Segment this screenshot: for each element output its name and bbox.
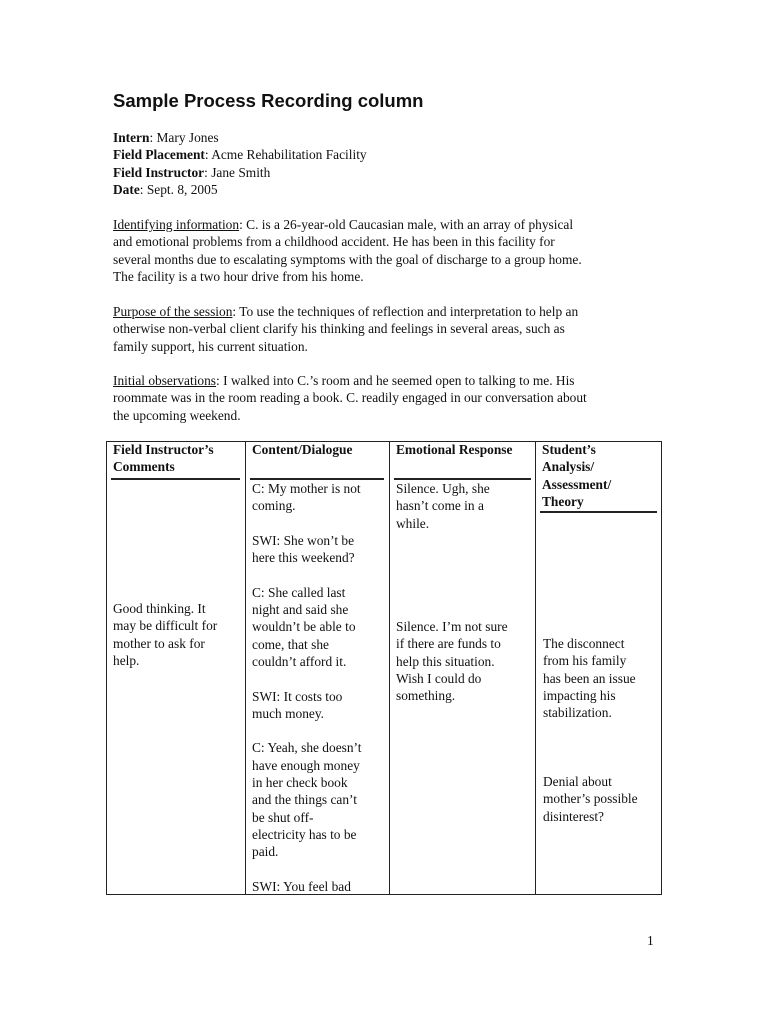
analysis-2: Denial about mother’s possible disinterest? <box>543 774 638 824</box>
table-divider-1 <box>245 441 246 895</box>
meta-date: Date: Sept. 8, 2005 <box>113 181 218 197</box>
table-divider-3 <box>535 441 536 895</box>
content-dialogue-column <box>252 480 361 912</box>
meta-field-instructor: Field Instructor: Jane Smith <box>113 164 271 180</box>
table-divider-2 <box>389 441 390 895</box>
header-rule-1 <box>111 478 240 480</box>
document-title: Sample Process Recording column <box>113 90 424 111</box>
dialogue-entry: SWI: She won’t be here this weekend? <box>252 532 355 566</box>
document-meta <box>113 129 367 198</box>
identifying-information: Identifying information: C. is a 26-year-old Caucasian male, with an array of physical and emotional problems from a childhood accident. He has been in this facility for several months due to escalating symptoms with the goal of discharge to a group home. The facility is a two hour drive from his home. <box>113 217 582 284</box>
emotional-response-2: Silence. I’m not sure if there are funds to help this situation. Wish I could do something. <box>396 619 508 704</box>
field-instructor-comment: Good thinking. It may be difficult for mother to ask for help. <box>113 601 218 668</box>
initial-observations: Initial observations: I walked into C.’s room and he seemed open to talking to me. His roommate was in the room reading a book. C. readily engaged in our conversation about the upcoming weekend. <box>113 373 587 423</box>
dialogue-entry: C: Yeah, she doesn’t have enough money in her check book and the things can’t be shut off- electricity has to be paid. <box>252 740 362 860</box>
dialogue-entry: SWI: It costs too much money. <box>252 688 343 721</box>
dialogue-entry: C: My mother is not coming. <box>252 481 361 514</box>
header-student-analysis: Student’s Analysis/ Assessment/ Theory <box>542 442 612 509</box>
analysis-1: The disconnect from his family has been an issue impacting his stabilization. <box>543 636 636 721</box>
emotional-response-1: Silence. Ugh, she hasn’t come in a while. <box>396 481 490 531</box>
dialogue-entry: C: She called last night and said she wouldn’t be able to come, that she couldn’t afford it. <box>252 584 356 669</box>
page-number: 1 <box>647 933 654 948</box>
header-field-instructor-comments: Field Instructor’s Comments <box>113 442 214 475</box>
header-content-dialogue: Content/Dialogue <box>252 442 353 457</box>
header-emotional-response: Emotional Response <box>396 442 513 457</box>
header-rule-4 <box>540 511 657 513</box>
meta-intern: Intern: Mary Jones <box>113 130 219 145</box>
dialogue-entry: SWI: You feel bad <box>252 878 351 894</box>
meta-field-placement: Field Placement: Acme Rehabilitation Facility <box>113 147 367 163</box>
purpose-of-session: Purpose of the session: To use the techniques of reflection and interpretation to help an otherwise non-verbal client clarify his thinking and feelings in several areas, such as family support, his current situation. <box>113 304 579 354</box>
